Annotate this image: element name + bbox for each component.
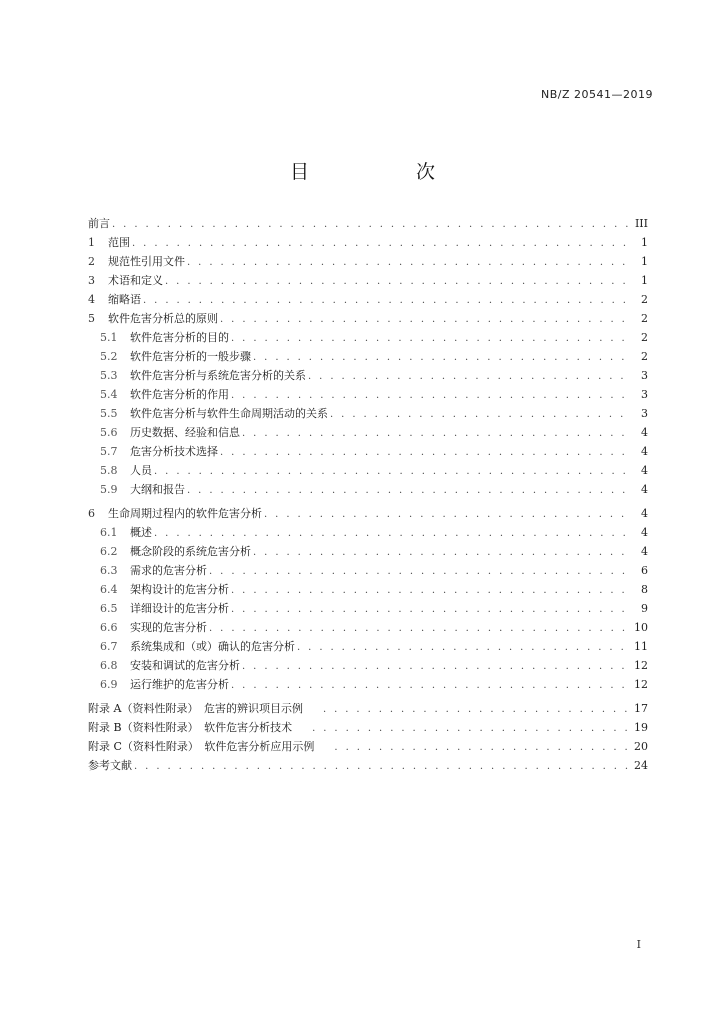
toc-entry-page: 3	[641, 407, 648, 420]
toc-entry-page: 2	[641, 312, 648, 325]
toc-entry-label: 架构设计的危害分析	[130, 583, 229, 596]
toc-entry-number: 6.5	[100, 602, 118, 615]
toc-entry[interactable]	[88, 756, 648, 775]
dot-leader	[308, 367, 630, 386]
toc-entry-number: 6.2	[100, 545, 118, 558]
toc-entry[interactable]	[88, 523, 648, 542]
toc-entry-label: 附录 B（资料性附录） 软件危害分析技术	[88, 721, 293, 734]
toc-entry[interactable]	[88, 214, 648, 233]
toc-entry[interactable]	[88, 233, 648, 252]
toc-entry-number: 5.3	[100, 369, 118, 382]
toc-entry-number: 6.8	[100, 659, 118, 672]
toc-entry-page: 8	[641, 583, 648, 596]
dot-leader	[209, 562, 630, 581]
dot-leader	[220, 310, 630, 329]
dot-leader	[132, 234, 630, 253]
toc-entry-number: 5.7	[100, 445, 118, 458]
toc-entry-label: 概念阶段的系统危害分析	[130, 545, 251, 558]
toc-entry-label: 运行维护的危害分析	[130, 678, 229, 691]
toc-entry-label: 范围	[108, 236, 130, 249]
dot-leader	[187, 253, 630, 272]
toc-entry-page: 4	[641, 464, 648, 477]
toc-entry[interactable]	[88, 442, 648, 461]
toc-entry-label: 参考文献	[88, 759, 132, 772]
dot-leader	[242, 424, 630, 443]
toc-entry-page: 3	[641, 369, 648, 382]
toc-entry-label: 软件危害分析的一般步骤	[130, 350, 251, 363]
toc-entry-number: 6.4	[100, 583, 118, 596]
toc-entry-page: III	[634, 217, 648, 230]
toc-entry-label: 危害分析技术选择	[130, 445, 218, 458]
toc-entry[interactable]	[88, 656, 648, 675]
standard-code: NB/Z 20541—2019	[541, 88, 653, 101]
dot-leader	[323, 700, 630, 719]
toc-entry[interactable]	[88, 252, 648, 271]
dot-leader	[231, 581, 630, 600]
toc-entry[interactable]	[88, 366, 648, 385]
dot-leader	[231, 386, 630, 405]
page-number: I	[636, 938, 641, 951]
toc-entry-label: 软件危害分析的目的	[130, 331, 229, 344]
toc-entry-label: 软件危害分析与软件生命周期活动的关系	[130, 407, 328, 420]
toc-entry[interactable]	[88, 580, 648, 599]
toc-entry-label: 需求的危害分析	[130, 564, 207, 577]
dot-leader	[242, 657, 630, 676]
toc-entry-label: 大纲和报告	[130, 483, 185, 496]
toc-entry[interactable]	[88, 737, 648, 756]
toc-entry[interactable]	[88, 309, 648, 328]
toc-entry-page: 2	[641, 350, 648, 363]
toc-entry-number: 4	[88, 293, 95, 306]
toc-entry[interactable]	[88, 561, 648, 580]
dot-leader	[154, 524, 630, 543]
toc-entry-label: 附录 A（资料性附录） 危害的辨识项目示例	[88, 702, 303, 715]
dot-leader	[253, 543, 630, 562]
toc-entry-label: 附录 C（资料性附录） 软件危害分析应用示例	[88, 740, 315, 753]
dot-leader	[143, 291, 630, 310]
toc-entry-number: 6.1	[100, 526, 118, 539]
toc-entry-page: 12	[634, 659, 648, 672]
toc-entry[interactable]	[88, 542, 648, 561]
toc-entry-page: 4	[641, 545, 648, 558]
table-of-contents	[88, 214, 648, 775]
toc-entry-label: 安装和调试的危害分析	[130, 659, 240, 672]
toc-entry-label: 人员	[130, 464, 152, 477]
toc-entry-number: 5.9	[100, 483, 118, 496]
dot-leader	[187, 481, 630, 500]
toc-entry-label: 缩略语	[108, 293, 141, 306]
toc-entry[interactable]	[88, 461, 648, 480]
toc-entry[interactable]	[88, 480, 648, 499]
toc-entry-label: 生命周期过程内的软件危害分析	[108, 507, 262, 520]
toc-entry-label: 软件危害分析与系统危害分析的关系	[130, 369, 306, 382]
dot-leader	[154, 462, 630, 481]
toc-entry[interactable]	[88, 618, 648, 637]
dot-leader	[165, 272, 630, 291]
toc-entry-label: 规范性引用文件	[108, 255, 185, 268]
dot-leader	[330, 405, 630, 424]
page-title: 目 次	[289, 161, 479, 183]
toc-entry-number: 6.6	[100, 621, 118, 634]
toc-entry-page: 20	[634, 740, 648, 753]
toc-entry[interactable]	[88, 347, 648, 366]
toc-entry-page: 4	[641, 526, 648, 539]
toc-entry-page: 4	[641, 426, 648, 439]
toc-entry-label: 软件危害分析总的原则	[108, 312, 218, 325]
toc-entry-number: 5.2	[100, 350, 118, 363]
dot-leader	[112, 215, 630, 234]
toc-entry[interactable]	[88, 404, 648, 423]
toc-entry[interactable]	[88, 328, 648, 347]
toc-entry-page: 3	[641, 388, 648, 401]
toc-entry-page: 4	[641, 483, 648, 496]
toc-entry[interactable]	[88, 699, 648, 718]
dot-leader	[231, 329, 630, 348]
toc-entry-label: 软件危害分析的作用	[130, 388, 229, 401]
dot-leader	[209, 619, 630, 638]
toc-entry[interactable]	[88, 718, 648, 737]
toc-entry-page: 2	[641, 331, 648, 344]
toc-entry-number: 6.3	[100, 564, 118, 577]
dot-leader	[264, 505, 630, 524]
toc-entry-label: 前言	[88, 217, 110, 230]
toc-entry-page: 19	[634, 721, 648, 734]
toc-entry[interactable]	[88, 290, 648, 309]
toc-entry-number: 3	[88, 274, 95, 287]
toc-entry-number: 6	[88, 507, 95, 520]
dot-leader	[312, 719, 630, 738]
toc-entry-number: 6.7	[100, 640, 118, 653]
toc-entry-label: 历史数据、经验和信息	[130, 426, 240, 439]
dot-leader	[231, 676, 630, 695]
toc-entry-page: 10	[634, 621, 648, 634]
dot-leader	[297, 638, 630, 657]
dot-leader	[134, 757, 630, 776]
toc-entry[interactable]	[88, 637, 648, 656]
toc-entry-number: 5	[88, 312, 95, 325]
toc-entry[interactable]	[88, 271, 648, 290]
toc-entry-number: 1	[88, 236, 95, 249]
toc-entry-page: 11	[634, 640, 648, 653]
toc-entry-page: 24	[634, 759, 648, 772]
toc-entry-label: 系统集成和（或）确认的危害分析	[130, 640, 295, 653]
toc-entry-page: 2	[641, 293, 648, 306]
toc-entry-number: 5.6	[100, 426, 118, 439]
toc-entry-number: 5.1	[100, 331, 118, 344]
toc-entry-page: 4	[641, 507, 648, 520]
toc-entry-page: 1	[641, 255, 648, 268]
toc-entry-page: 6	[641, 564, 648, 577]
toc-entry-label: 实现的危害分析	[130, 621, 207, 634]
toc-entry-label: 术语和定义	[108, 274, 163, 287]
toc-entry[interactable]	[88, 385, 648, 404]
toc-entry-page: 17	[634, 702, 648, 715]
dot-leader	[334, 738, 630, 757]
toc-entry-page: 12	[634, 678, 648, 691]
toc-entry-number: 5.8	[100, 464, 118, 477]
toc-entry-label: 详细设计的危害分析	[130, 602, 229, 615]
toc-entry[interactable]	[88, 599, 648, 618]
toc-entry-page: 1	[641, 236, 648, 249]
toc-entry-number: 5.4	[100, 388, 118, 401]
toc-entry-number: 2	[88, 255, 95, 268]
toc-entry-page: 9	[641, 602, 648, 615]
toc-entry[interactable]	[88, 423, 648, 442]
toc-entry[interactable]	[88, 675, 648, 694]
toc-entry-number: 5.5	[100, 407, 118, 420]
toc-entry[interactable]	[88, 504, 648, 523]
toc-entry-page: 1	[641, 274, 648, 287]
toc-entry-page: 4	[641, 445, 648, 458]
toc-entry-number: 6.9	[100, 678, 118, 691]
dot-leader	[220, 443, 630, 462]
toc-entry-label: 概述	[130, 526, 152, 539]
dot-leader	[253, 348, 630, 367]
dot-leader	[231, 600, 630, 619]
